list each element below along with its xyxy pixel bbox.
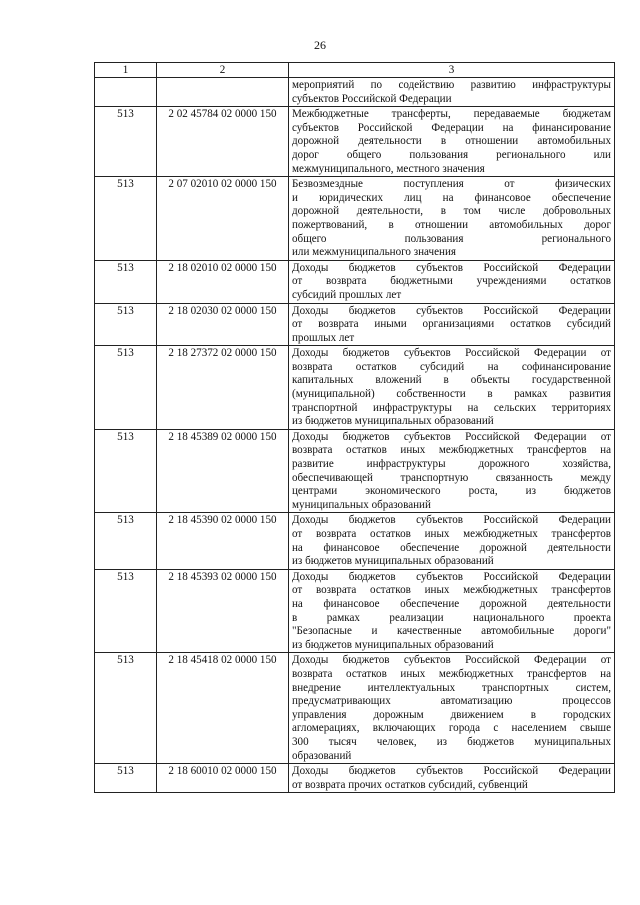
table-row [95,260,615,303]
revenue-name-line: дорожной деятельности в отношении автомобильных [292,135,611,148]
revenue-name-line: общего пользования регионального [292,232,611,245]
budget-revenue-table [94,62,615,793]
revenue-name-line: (муниципальной) собственности в рамках развития [292,388,611,401]
revenue-name-line: и юридических лиц на финансовое обеспечение [292,191,611,204]
table-header-row [95,63,615,78]
revenue-name-line: муниципальных образований [292,498,431,511]
admin-code-cell [95,78,157,107]
page-number: 26 [314,38,326,52]
revenue-name-line: 300 тысяч человек, из бюджетов муниципальных [292,735,611,748]
revenue-name-line: мероприятий по содействию развитию инфраструктуры [292,79,611,91]
revenue-name-line: субъектов Российской Федерации [292,92,452,105]
revenue-name-line: Доходы бюджетов субъектов Российской Федерации [292,765,611,778]
revenue-name-line: Доходы бюджетов субъектов Российской Федерации [292,304,611,317]
revenue-name-line: дорожной деятельности, в том числе добровольных [292,205,611,218]
revenue-name-line: Безвозмездные поступления от физических [292,178,611,191]
revenue-code-cell: 2 18 02010 02 0000 150 [157,260,289,303]
revenue-name-line: внедрение интеллектуальных транспортных систем, [292,681,611,694]
revenue-name-line: от возврата прочих остатков субсидий, субвенций [292,778,528,791]
table-row [95,764,615,793]
revenue-name-line: возврата остатков иных межбюджетных трансфертов на [292,444,611,457]
revenue-name-line: Доходы бюджетов субъектов Российской Федерации [292,570,611,583]
table-row [95,653,615,764]
revenue-name-line: обеспечивающей транспортную связанность между [292,471,611,484]
table-row [95,303,615,346]
admin-code-cell: 513 [95,653,157,764]
revenue-name-line: центрами экономического роста, из бюджетов [292,485,611,498]
admin-code-cell: 513 [95,429,157,513]
revenue-name-line: пожертвований, в отношении автомобильных дорог [292,218,611,231]
revenue-name-line: в рамках реализации национального проекта [292,611,611,624]
revenue-name-line: развитие инфраструктуры дорожного хозяйства, [292,458,611,471]
revenue-name-line: из бюджетов муниципальных образований [292,415,494,428]
revenue-name-line: возврата остатков субсидий на софинансирование [292,360,611,373]
revenue-code-cell: 2 18 60010 02 0000 150 [157,764,289,793]
revenue-code-cell: 2 18 45390 02 0000 150 [157,513,289,569]
revenue-code-cell: 2 18 45418 02 0000 150 [157,653,289,764]
revenue-name-line: от возврата иными организациями остатков субсидий [292,318,611,331]
revenue-name-line: от возврата бюджетными учреждениями остатков [292,275,611,288]
revenue-name-cell [289,429,615,513]
revenue-name-line: агломерациях, включающих города с населением свыше [292,722,611,735]
table-row [95,513,615,569]
revenue-name-line: Доходы бюджетов субъектов Российской Федерации от [292,654,611,667]
header-col-3: 3 [289,63,615,78]
revenue-name-line: субъектов Российской Федерации на финансирование [292,121,611,134]
admin-code-cell: 513 [95,569,157,653]
revenue-name-line: дорог общего пользования регионального или [292,148,611,161]
revenue-name-line: из бюджетов муниципальных образований [292,555,494,568]
table-row [95,107,615,177]
revenue-code-cell: 2 18 27372 02 0000 150 [157,346,289,430]
revenue-name-line: Межбюджетные трансферты, передаваемые бюджетам [292,108,611,121]
revenue-name-cell [289,260,615,303]
revenue-name-cell [289,569,615,653]
revenue-code-cell: 2 07 02010 02 0000 150 [157,177,289,261]
revenue-name-line: межмуниципального, местного значения [292,162,485,175]
revenue-name-line: Доходы бюджетов субъектов Российской Федерации от [292,430,611,443]
admin-code-cell: 513 [95,107,157,177]
revenue-name-line: капитальных вложений в объекты государственной [292,374,611,387]
revenue-name-line: от возврата остатков иных межбюджетных трансфертов [292,528,611,540]
revenue-name-cell [289,107,615,177]
admin-code-cell: 513 [95,764,157,793]
revenue-name-cell [289,346,615,430]
admin-code-cell: 513 [95,513,157,569]
table-row [95,346,615,430]
revenue-name-cell [289,303,615,346]
revenue-code-cell: 2 18 45389 02 0000 150 [157,429,289,513]
header-col-1: 1 [95,63,157,78]
admin-code-cell: 513 [95,303,157,346]
revenue-name-line: от возврата остатков иных межбюджетных трансфертов [292,584,611,597]
revenue-name-cell [289,513,615,569]
revenue-name-line: на финансовое обеспечение дорожной деятельности [292,597,611,610]
header-col-2: 2 [157,63,289,78]
revenue-name-cell [289,78,615,107]
revenue-name-line: на финансовое обеспечение дорожной деятельности [292,541,611,554]
table-row [95,569,615,653]
revenue-name-line: или межмуниципального значения [292,246,457,259]
admin-code-cell: 513 [95,260,157,303]
admin-code-cell: 513 [95,346,157,430]
revenue-name-line: Доходы бюджетов субъектов Российской Федерации [292,261,611,274]
revenue-name-line: Доходы бюджетов субъектов Российской Федерации от [292,347,611,360]
revenue-name-cell [289,653,615,764]
revenue-name-line: Доходы бюджетов субъектов Российской Федерации [292,514,611,527]
revenue-name-line: прошлых лет [292,331,355,344]
table-body [95,78,615,793]
revenue-name-line: из бюджетов муниципальных образований [292,638,494,651]
revenue-code-cell: 2 18 45393 02 0000 150 [157,569,289,653]
revenue-name-line: управления дорожным движением в городских [292,708,611,721]
revenue-name-line: образований [292,749,352,762]
table-row [95,177,615,261]
revenue-name-cell [289,764,615,793]
revenue-name-line: транспортной инфраструктуры на сельских территориях [292,401,611,414]
admin-code-cell: 513 [95,177,157,261]
revenue-code-cell: 2 18 02030 02 0000 150 [157,303,289,346]
revenue-code-cell [157,78,289,107]
table-row [95,429,615,513]
revenue-name-line: субсидий прошлых лет [292,288,402,301]
table-row [95,78,615,107]
revenue-name-cell [289,177,615,261]
revenue-name-line: предусматривающих автоматизацию процессов [292,695,611,708]
revenue-name-line: "Безопасные и качественные автомобильные дороги" [292,625,611,638]
revenue-code-cell: 2 02 45784 02 0000 150 [157,107,289,177]
revenue-name-line: возврата остатков иных межбюджетных трансфертов на [292,667,611,680]
